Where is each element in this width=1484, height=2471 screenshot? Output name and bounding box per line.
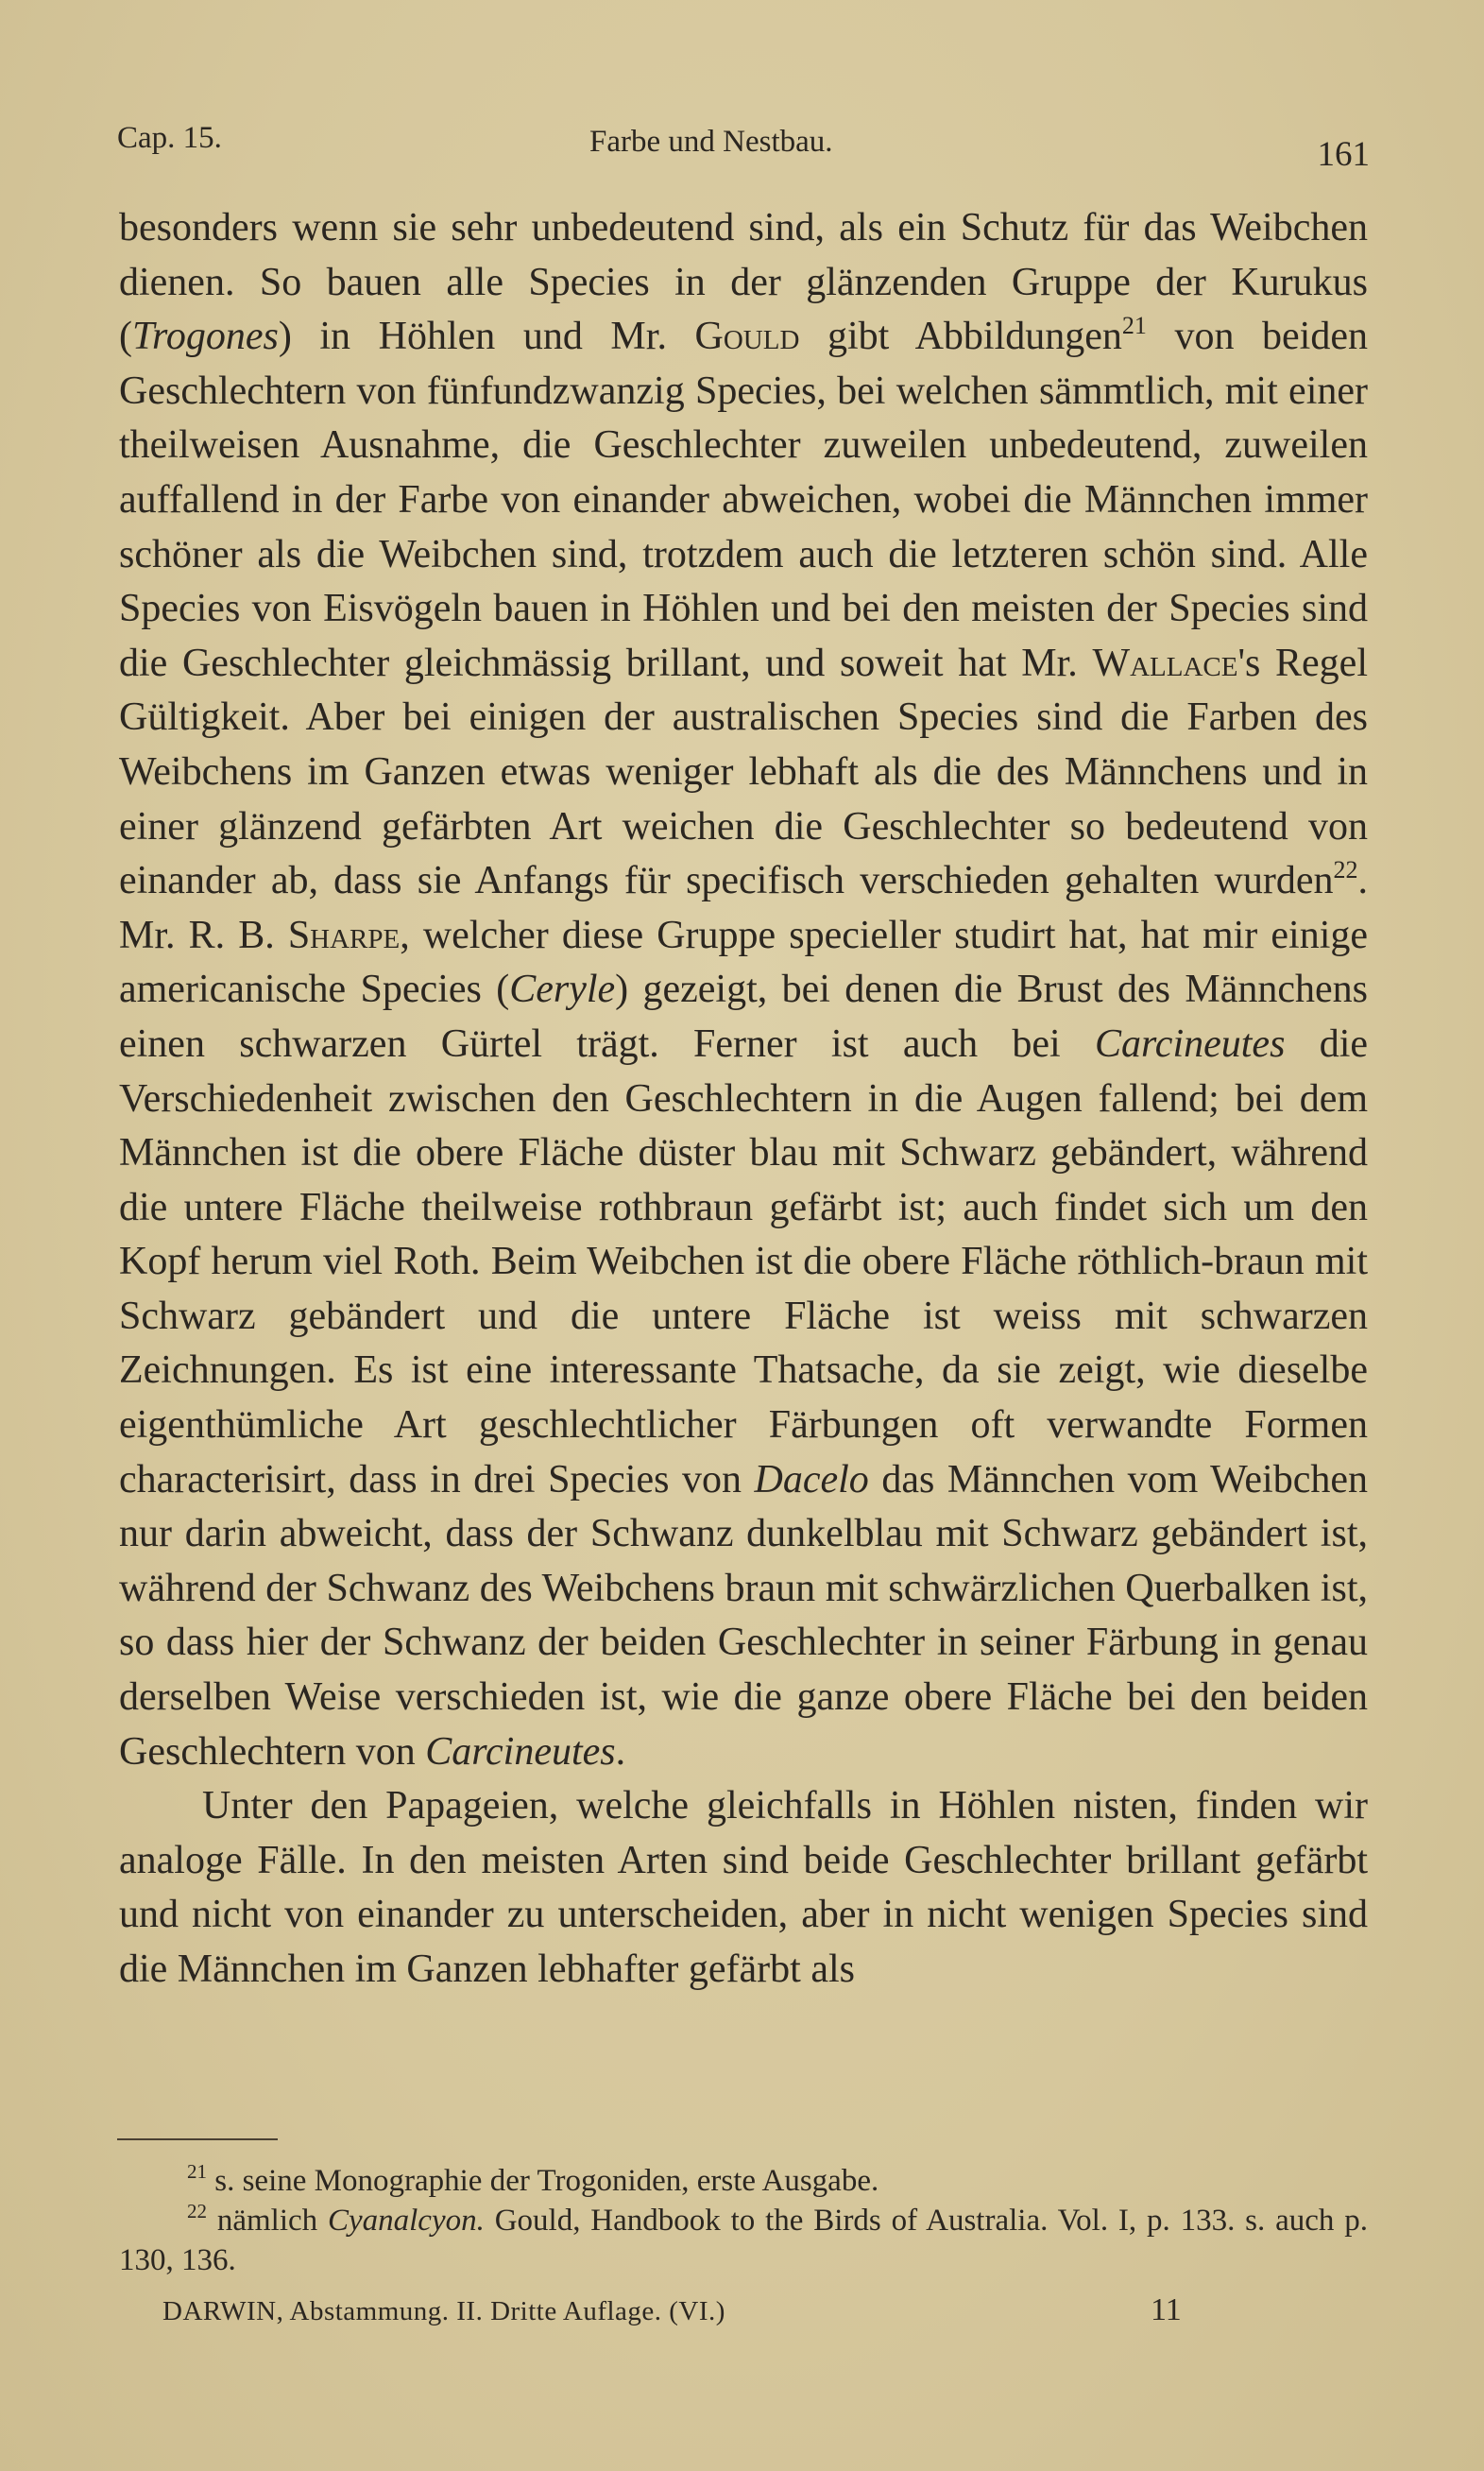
italic-taxon: Carcineutes xyxy=(1095,1021,1286,1066)
footnote-mark: 22 xyxy=(187,2200,207,2222)
footnote-21 xyxy=(119,2161,1368,2201)
text-run: die Verschiedenheit zwischen den Geschlechtern in die Augen fallend; bei dem Männchen ist die obere Fläche düster blau mit Schwarz gebändert, während die untere Fläche theilweise rothbraun gefärbt ist; auch findet sich um den Kopf herum viel Roth. Beim Weibchen ist die obere Fläche röthlich-braun mit Schwarz gebändert und die untere Fläche ist weiss mit schwarzen Zeichnungen. Es ist eine interessante Thatsache, da sie zeigt, wie dieselbe eigenthümliche Art geschlechtlicher Färbungen oft verwandte Formen characterisirt, dass in drei Species von xyxy=(119,1021,1369,1501)
text-run: 's Regel Gültigkeit. Aber bei einigen der australischen Species sind die Farben des Weibchens im Ganzen etwas weniger lebhaft als die des Männchens und in einer glänzend gefärbten Art weichen die Geschlechter so bedeutend von einander ab, dass sie Anfangs für specifisch verschieden gehalten wurden xyxy=(119,641,1368,903)
footnote-text: Gould, Handbook to the Birds of Australia. Vol. I, p. 133. s. auch p. 130, 136. xyxy=(119,2204,1368,2277)
text-run: gibt Abbildungen xyxy=(799,315,1122,359)
paragraph-2: Unter den Papageien, welche gleichfalls in Höhlen nisten, finden wir analoge Fälle. In den meisten Arten sind beide Geschlechter brillant gefärbt und nicht von einander zu unterscheiden, aber in nicht wenigen Species sind die Männchen im Ganzen lebhafter gefärbt als xyxy=(119,1784,1368,1991)
text-run: besonders wenn sie sehr unbedeutend sind, als ein Schutz für das Weibchen dienen. So bauen alle Species in der glänzenden Gruppe der Kurukus ( xyxy=(119,206,1368,359)
footnote-mark: 21 xyxy=(187,2160,207,2183)
author-name: Gould xyxy=(694,315,800,359)
text-run: . xyxy=(615,1729,626,1774)
signature-label: DARWIN, Abstammung. II. Dritte Auflage. (VI.) xyxy=(162,2296,725,2326)
signature-number: 11 xyxy=(1151,2292,1182,2327)
italic-taxon: Carcineutes xyxy=(425,1729,616,1774)
footnotes xyxy=(119,2161,1368,2280)
text-run: . Mr. R. B. xyxy=(119,859,1368,957)
footnote-divider xyxy=(117,2138,278,2140)
main-text xyxy=(119,201,1368,1998)
text-run: von beiden Geschlechtern von fünfundzwanzig Species, bei welchen sämmtlich, mit einer theilweisen Ausnahme, die Geschlechter zuweilen unbedeutend, zuweilen auffallend in der Farbe von einander abweichen, wobei die Männchen immer schöner als die Weibchen sind, trotzdem auch die letzteren schön sind. Alle Species von Eisvögeln bauen in Höhlen und bei den meisten der Species sind die Geschlechter gleichmässig brillant, und soweit hat Mr. xyxy=(119,315,1368,685)
page-number: 161 xyxy=(1317,135,1370,174)
italic-taxon: Ceryle xyxy=(509,968,616,1012)
running-title: Farbe und Nestbau. xyxy=(589,125,833,159)
footnote-text: nämlich xyxy=(207,2204,328,2238)
text-run: ) gezeigt, bei denen die Brust des Männchens einen schwarzen Gürtel trägt. Ferner ist auch bei xyxy=(119,968,1368,1066)
italic-taxon: Trogones xyxy=(132,315,279,359)
italic-taxon: Dacelo xyxy=(754,1457,869,1501)
footnote-text: s. seine Monographie der Trogoniden, erste Ausgabe. xyxy=(207,2164,879,2198)
footnote-ref-21: 21 xyxy=(1121,312,1147,340)
chapter-label: Cap. 15. xyxy=(117,121,222,155)
text-run: , welcher diese Gruppe specieller studirt hat, hat mir einige americanische Species ( xyxy=(119,913,1368,1012)
text-run: ) in Höhlen und Mr. xyxy=(278,315,695,359)
footnote-22 xyxy=(119,2201,1368,2280)
footnote-ref-22: 22 xyxy=(1333,856,1358,884)
page-header xyxy=(117,121,1370,178)
paragraph-1 xyxy=(119,201,1368,1779)
text-run: das Männchen vom Weibchen nur darin abweicht, dass der Schwanz dunkelblau mit Schwarz gebändert ist, während der Schwanz des Weibchens braun mit schwärzlichen Querbalken ist, so dass hier der Schwanz der beiden Geschlechter in seiner Färbung in genau derselben Weise verschieden ist, wie die ganze obere Fläche bei den beiden Geschlechtern von xyxy=(119,1457,1369,1774)
footnote-italic: Cyanalcyon. xyxy=(327,2204,485,2238)
author-name: Wallace xyxy=(1092,641,1238,685)
author-name: Sharpe xyxy=(287,913,401,957)
